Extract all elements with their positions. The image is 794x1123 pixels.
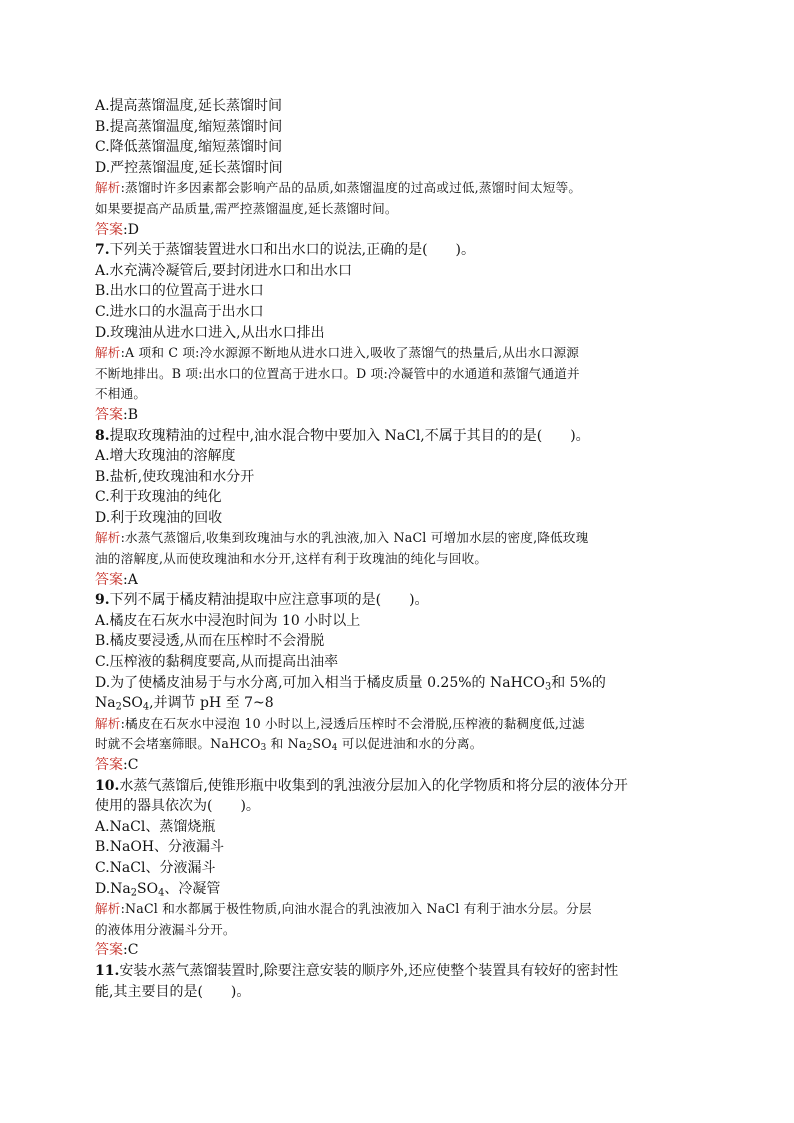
q7-stem: 7.下列关于蒸馏装置进水口和出水口的说法,正确的是( )。 [95,242,475,259]
q9-option-c: C.压榨液的黏稠度要高,从而提高出油率 [95,654,339,671]
q10-number: 10. [95,777,120,794]
q6-answer: 答案:D [95,221,139,238]
q6-analysis-line-1: 解析:蒸馏时许多因素都会影响产品的品质,如蒸馏温度的过高或过低,蒸馏时间太短等。 [95,180,582,196]
q10-option-c: C.NaCl、分液漏斗 [95,859,216,876]
q11-number: 11. [95,962,120,979]
q8-answer: 答案:A [95,571,138,588]
q10-stem-line-1: 10.水蒸气蒸馏后,使锥形瓶中收集到的乳浊液分层加入的化学物质和将分层的液体分开 [95,777,628,794]
answer-label: 答案 [95,571,123,588]
q6-option-c: C.降低蒸馏温度,缩短蒸馏时间 [95,139,283,156]
analysis-label: 解析 [95,180,121,196]
analysis-label: 解析 [95,901,121,917]
analysis-label: 解析 [95,715,121,731]
q8-option-a: A.增大玫瑰油的溶解度 [95,448,236,465]
q9-stem: 9.下列不属于橘皮精油提取中应注意事项的是( )。 [95,592,429,609]
q11-stem-line-2: 能,其主要目的是( )。 [95,983,251,1000]
page-content [95,96,715,1002]
q10-option-b: B.NaOH、分液漏斗 [95,839,225,856]
q10-option-a: A.NaCl、蒸馏烧瓶 [95,818,216,835]
q8-option-c: C.利于玫瑰油的纯化 [95,489,222,506]
answer-label: 答案 [95,406,123,423]
q7-number: 7. [95,242,110,259]
q11-stem-line-1: 11.安装水蒸气蒸馏装置时,除要注意安装的顺序外,还应使整个装置具有较好的密封性 [95,962,619,979]
q9-answer: 答案:C [95,757,139,773]
q8-option-d: D.利于玫瑰油的回收 [95,509,223,526]
q10-analysis-line-2: 的液体用分液漏斗分开。 [95,921,236,937]
q6-option-a: A.提高蒸馏温度,延长蒸馏时间 [95,98,283,114]
q7-analysis-line-1: 解析:A 项和 C 项:冷水源源不断地从进水口进入,吸收了蒸馏气的热量后,从出水口源源 [95,345,580,361]
q7-option-b: B.出水口的位置高于进水口 [95,283,264,300]
answer-label: 答案 [95,757,123,773]
q9-option-b: B.橘皮要浸透,从而在压榨时不会滑脱 [95,633,325,650]
analysis-label: 解析 [95,345,121,361]
q10-option-d: $D.Na_2SO_4$、冷凝管 [95,880,221,898]
q8-number: 8. [95,427,110,444]
q7-answer: 答案:B [95,406,139,423]
q9-option-d-line-1: D.为了使橘皮油易于与水分离,可加入相当于橘皮质量 0.25%的 NaHCO$_3$和 5%的 [95,674,606,693]
q6-option-b: B.提高蒸馏温度,缩短蒸馏时间 [95,118,283,135]
analysis-label: 解析 [95,530,121,546]
q10-analysis-line-1: 解析:NaCl 和水都属于极性物质,向油水混合的乳浊液加入 NaCl 有利于油水分层。分层 [95,901,592,917]
q7-analysis-line-3: 不相通。 [95,386,147,402]
answer-label: 答案 [95,942,123,959]
q7-analysis-line-2: 不断地排出。B 项:出水口的位置高于进水口。D 项:冷凝管中的水通道和蒸馏气通道并 [95,365,580,381]
q9-option-a: A.橘皮在石灰水中浸泡时间为 10 小时以上 [95,612,361,629]
q6-option-d: D.严控蒸馏温度,延长蒸馏时间 [95,159,283,176]
q7-option-a: A.水充满冷凝管后,要封闭进水口和出水口 [95,262,353,279]
q9-number: 9. [95,592,110,609]
q8-analysis-line-1: 解析:水蒸气蒸馏后,收集到玫瑰油与水的乳浊液,加入 NaCl 可增加水层的密度,降低玫瑰 [95,530,589,546]
q9-analysis-line-2: 时就不会堵塞筛眼。NaHCO$_3$ 和 $Na_2SO_4$ 可以促进油和水的分离。 [95,736,483,754]
q9-analysis-line-1: 解析:橘皮在石灰水中浸泡 10 小时以上,浸透后压榨时不会滑脱,压榨液的黏稠度低,过滤 [95,715,585,731]
q9-option-d-line-2: $Na_2SO_4$,并调节 pH 至 7~8 [95,695,274,713]
q8-stem: 8.提取玫瑰精油的过程中,油水混合物中要加入 NaCl,不属于其目的的是( )。 [95,427,590,444]
q6-analysis-line-2: 如果要提高产品质量,需严控蒸馏温度,延长蒸馏时间。 [95,200,398,216]
q8-option-b: B.盐析,使玫瑰油和水分开 [95,468,255,485]
q10-stem-line-2: 使用的器具依次为( )。 [95,798,260,815]
q7-option-d: D.玫瑰油从进水口进入,从出水口排出 [95,324,325,341]
q10-answer: 答案:C [95,942,139,959]
q7-option-c: C.进水口的水温高于出水口 [95,303,264,320]
answer-label: 答案 [95,221,123,238]
q8-analysis-line-2: 油的溶解度,从而使玫瑰油和水分开,这样有利于玫瑰油的纯化与回收。 [95,551,488,567]
